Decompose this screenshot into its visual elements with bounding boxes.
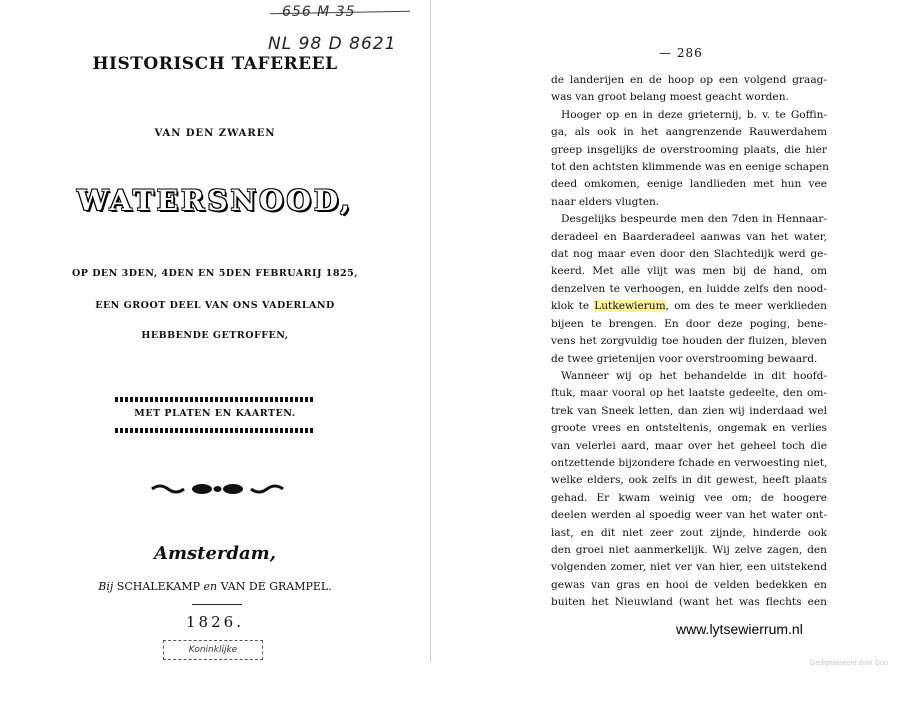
text-line: deed omkomen, eenige landlieden met hun vee [551, 178, 827, 191]
text-line: bijeen te brengen. En door deze poging, bene- [551, 317, 827, 330]
text-line: deelen werden al spoedig weer van het water ont- [551, 509, 827, 522]
text-line: last, en dit niet zeer zout zijnde, hinderde ook [551, 526, 827, 539]
text-line: welke elders, ook zelfs in dit gewest, heeft plaats [551, 474, 827, 487]
digitization-footer: Gedigitaliseerd door Goo [810, 660, 888, 667]
book-title-line2: VAN DEN ZWAREN [154, 128, 276, 139]
text-line: buiten het Nieuwland (want het was flechts een [551, 596, 827, 609]
text-line: trek van Sneek letten, dan zien wij inderdaad wel [551, 404, 827, 417]
text-line: Hooger op en in deze grieternij, b. v. te Goffin- [561, 108, 827, 121]
text-line: Wanneer wij op het behandelde in dit hoofd- [561, 369, 827, 382]
text-line: ontzettende bijzondere fchade en verwoesting niet, [551, 456, 828, 469]
publisher-en: en [203, 580, 218, 593]
title-page [0, 0, 430, 709]
text-line: dat nog maar even door den Slachtedijk werd ge- [551, 248, 827, 261]
text-line: ftuk, maar vooral op het laatste gedeelte, den om- [551, 387, 827, 400]
text-line: Desgelijks bespeurde men den 7den in Hennaar- [561, 213, 827, 226]
ornament-icon [150, 481, 285, 497]
text-line: deradeel en Baarderadeel aanwas van het water, [551, 230, 827, 243]
year-rule [192, 604, 242, 605]
library-stamp: Koninklijke [163, 640, 263, 660]
text-line: van velerlei aard, maar over het geheel toch die [551, 439, 827, 452]
publisher-name2: VAN DE GRAMPEL. [220, 580, 332, 593]
subtitle-line3: HEBBENDE GETROFFEN, [141, 330, 289, 341]
text-line: klok te Lutkewierum, om des te meer werklieden [551, 300, 828, 313]
decorative-border-bottom [115, 428, 315, 433]
text-line: denzelven te verhoogen, en luidde zelfs den nood- [551, 282, 827, 295]
text-line: de twee grietenijen voor overstrooming bewaard. [551, 352, 818, 365]
text-line: ga, als ook in het aangrenzende Rauwerdahem [551, 126, 827, 139]
publisher-prefix: Bij [98, 580, 114, 593]
text-line: groote vrees en ontsteltenis, ongemak en verlies [551, 422, 827, 435]
decorative-border-top [115, 397, 315, 402]
text-line: den groei niet aanmerkelijk. Wij zelve zagen, den [551, 543, 827, 556]
text-line: gehad. Er kwam weinig vee om; de hoogere [551, 491, 827, 504]
subtitle-line1: OP DEN 3DEN, 4DEN EN 5DEN FEBRUARIJ 1825, [71, 268, 359, 279]
page-body-text [551, 72, 827, 612]
page-number: — 286 [659, 46, 703, 60]
watermark-url: www.lytsewierrum.nl [676, 621, 803, 637]
text-page [431, 0, 900, 709]
handwritten-shelfmark: 656 M 35 [282, 4, 356, 20]
text-line: was van groot belang moest geacht worden. [551, 91, 789, 104]
text-line: keerd. Met alle vlijt was men bij de hand, om [551, 265, 827, 278]
text-line: greep insgelijks de overstrooming plaats, die hier [551, 143, 827, 156]
text-line: gewas van gras en hooi de velden bedekken en [551, 578, 827, 591]
text-line: naar elders vlugten. [551, 195, 660, 208]
book-title-line1: HISTORISCH TAFEREEL [92, 54, 338, 74]
publisher-line [0, 580, 430, 593]
text-line: volgenden zomer, niet ver van hier, een uitstekend [551, 561, 827, 574]
subtitle-line2: EEN GROOT DEEL VAN ONS VADERLAND [95, 300, 335, 311]
text-line: de landerijen en de hoop op een volgend graag- [551, 74, 827, 86]
handwritten-catalog-number: NL 98 D 8621 [268, 34, 397, 54]
text-line: vens het zorgvuldig toe houden der fluizen, bleven [551, 335, 827, 348]
publication-city: Amsterdam, [154, 543, 276, 564]
highlighted-word: Lutkewierum [594, 300, 666, 313]
plates-note: MET PLATEN EN KAARTEN. [134, 408, 296, 419]
book-title-main: WATERSNOOD, [77, 184, 353, 217]
publication-year: 1826. [186, 613, 244, 631]
publisher-name1: SCHALEKAMP [116, 580, 200, 593]
text-line: tot den achtsten klimmende was en eenige schapen [551, 161, 829, 174]
